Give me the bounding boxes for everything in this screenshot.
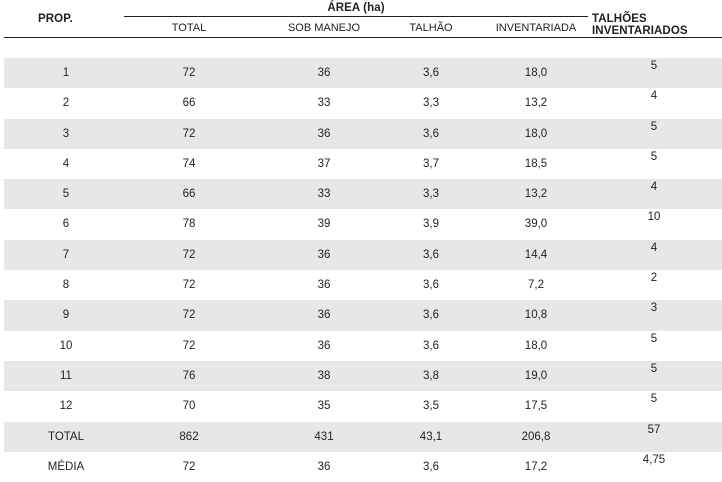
prop-cell: TOTAL xyxy=(48,430,84,443)
total-cell: 66 xyxy=(182,97,196,110)
talhao-cell: 3,8 xyxy=(423,369,439,382)
header-talhoes: TALHÕES INVENTARIADOS xyxy=(592,13,688,37)
prop-cell: 7 xyxy=(62,248,70,261)
table-row xyxy=(4,270,722,300)
prop-cell: 12 xyxy=(59,400,73,413)
inventariada-cell: 39,0 xyxy=(524,218,548,231)
total-cell: 78 xyxy=(182,218,196,231)
prop-cell: 3 xyxy=(62,127,70,140)
table-row xyxy=(4,240,722,270)
total-cell: 72 xyxy=(182,279,196,292)
total-cell: 72 xyxy=(182,248,196,261)
talhoes-cell: 5 xyxy=(650,362,658,375)
talhao-cell: 3,5 xyxy=(423,400,439,413)
table-row xyxy=(4,452,722,482)
sob-manejo-cell: 431 xyxy=(314,430,334,443)
talhoes-cell: 4,75 xyxy=(642,453,666,466)
table-row xyxy=(4,331,722,361)
talhoes-cell: 57 xyxy=(647,423,661,436)
prop-cell: 4 xyxy=(62,157,70,170)
talhao-cell: 3,6 xyxy=(423,309,439,322)
talhao-cell: 3,6 xyxy=(423,460,439,473)
talhoes-cell: 3 xyxy=(650,302,658,315)
sob-manejo-cell: 38 xyxy=(317,369,331,382)
talhao-cell: 3,7 xyxy=(423,157,439,170)
subheader-talhao: TALHÃO xyxy=(409,22,453,34)
inventariada-cell: 13,2 xyxy=(524,97,548,110)
talhoes-cell: 4 xyxy=(650,90,658,103)
sob-manejo-cell: 39 xyxy=(317,218,331,231)
subheader-total: TOTAL xyxy=(171,22,207,34)
talhoes-cell: 4 xyxy=(650,181,658,194)
total-cell: 76 xyxy=(182,369,196,382)
header-prop: PROP. xyxy=(38,13,73,25)
talhoes-cell: 5 xyxy=(650,332,658,345)
inventariada-cell: 7,2 xyxy=(528,279,544,292)
total-cell: 72 xyxy=(182,309,196,322)
sob-manejo-cell: 35 xyxy=(317,400,331,413)
inventariada-cell: 18,0 xyxy=(524,67,548,79)
prop-cell: MÉDIA xyxy=(47,460,85,473)
inventariada-cell: 206,8 xyxy=(521,430,551,443)
prop-cell: 11 xyxy=(60,369,72,382)
table-row xyxy=(4,179,722,209)
talhao-cell: 3,3 xyxy=(423,188,439,201)
total-cell: 72 xyxy=(182,127,196,140)
sob-manejo-cell: 33 xyxy=(317,97,331,110)
table-row xyxy=(4,149,722,179)
prop-cell: 1 xyxy=(62,67,70,79)
inventariada-cell: 18,0 xyxy=(524,127,548,140)
total-cell: 74 xyxy=(182,157,196,170)
sob-manejo-cell: 36 xyxy=(317,67,331,79)
total-cell: 70 xyxy=(182,400,196,413)
header-rule xyxy=(124,16,588,17)
talhao-cell: 3,6 xyxy=(423,339,439,352)
prop-cell: 9 xyxy=(62,309,70,322)
header-area: ÁREA (ha) xyxy=(327,2,385,14)
total-cell: 862 xyxy=(179,430,199,443)
inventariada-cell: 18,0 xyxy=(524,339,548,352)
inventariada-cell: 17,5 xyxy=(524,400,548,413)
talhao-cell: 3,3 xyxy=(423,97,439,110)
prop-cell: 5 xyxy=(62,188,70,201)
table-row xyxy=(4,88,722,118)
sob-manejo-cell: 36 xyxy=(317,339,331,352)
inventariada-cell: 17,2 xyxy=(524,460,548,473)
sob-manejo-cell: 36 xyxy=(317,279,331,292)
talhao-cell: 43,1 xyxy=(419,430,443,443)
talhao-cell: 3,6 xyxy=(423,67,439,79)
prop-cell: 6 xyxy=(62,218,70,231)
table-row xyxy=(4,422,722,452)
talhoes-cell: 4 xyxy=(650,241,658,254)
sob-manejo-cell: 33 xyxy=(317,188,331,201)
inventariada-cell: 18,5 xyxy=(524,157,548,170)
total-cell: 72 xyxy=(182,67,196,79)
talhoes-cell: 10 xyxy=(647,211,661,224)
prop-cell: 2 xyxy=(62,97,70,110)
talhoes-cell: 5 xyxy=(650,120,658,133)
table-row xyxy=(4,391,722,421)
table-body xyxy=(4,58,722,482)
total-cell: 72 xyxy=(182,339,196,352)
talhoes-cell: 5 xyxy=(650,60,658,72)
subheader-sob-manejo: SOB MANEJO xyxy=(287,22,361,34)
subheader-inventariada: INVENTARIADA xyxy=(495,22,577,34)
inventariada-cell: 19,0 xyxy=(524,369,548,382)
prop-cell: 8 xyxy=(62,279,70,292)
talhoes-cell: 2 xyxy=(650,272,658,285)
sob-manejo-cell: 36 xyxy=(317,127,331,140)
sob-manejo-cell: 36 xyxy=(317,460,331,473)
talhao-cell: 3,6 xyxy=(423,248,439,261)
talhoes-cell: 5 xyxy=(650,393,658,406)
sob-manejo-cell: 37 xyxy=(317,157,331,170)
header-bottom-rule xyxy=(4,37,722,38)
talhao-cell: 3,6 xyxy=(423,127,439,140)
inventariada-cell: 14,4 xyxy=(524,248,548,261)
table-row xyxy=(4,361,722,391)
talhoes-cell: 5 xyxy=(650,150,658,163)
talhao-cell: 3,9 xyxy=(423,218,439,231)
table-row xyxy=(4,58,722,88)
sob-manejo-cell: 36 xyxy=(317,248,331,261)
total-cell: 66 xyxy=(182,188,196,201)
table-row xyxy=(4,209,722,239)
talhao-cell: 3,6 xyxy=(423,279,439,292)
table-row xyxy=(4,300,722,330)
prop-cell: 10 xyxy=(59,339,73,352)
table-row xyxy=(4,119,722,149)
inventariada-cell: 13,2 xyxy=(524,188,548,201)
inventariada-cell: 10,8 xyxy=(524,309,548,322)
sob-manejo-cell: 36 xyxy=(317,309,331,322)
total-cell: 72 xyxy=(182,460,196,473)
